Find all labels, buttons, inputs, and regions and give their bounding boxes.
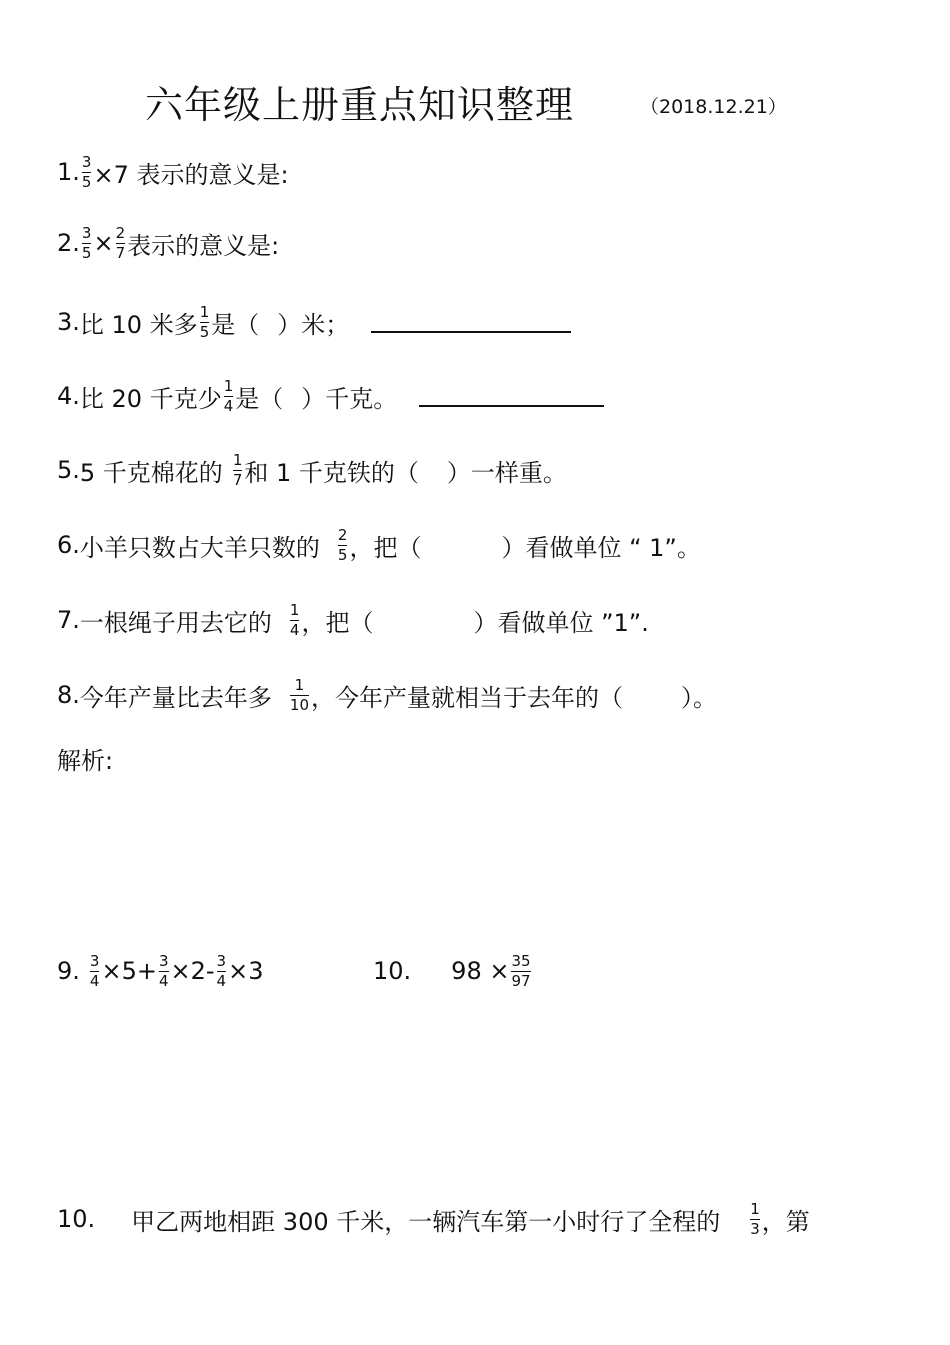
question-number: 8. (57, 681, 80, 709)
question-number: 1. (57, 158, 80, 186)
question-7: 7. 一根绳子用去它的 $\frac{1}{4}$ ，把（ ）看做单位 ”1”. (57, 600, 649, 639)
title-date: （2018.12.21） (640, 96, 787, 118)
question-number: 4. (57, 382, 80, 410)
fraction: $\frac{1}{5}$ (199, 302, 210, 341)
question-text: 表示的意义是: (127, 231, 280, 260)
question-10-word-problem: 10. 甲乙两地相距 300 千米，一辆汽车第一小时行了全程的 $\frac{1}{3}$ ，第 (57, 1199, 810, 1238)
fraction: $\frac{1}{10}$ (289, 675, 309, 714)
answer-line[interactable] (419, 385, 604, 407)
question-9: 9. $\frac{3}{4}$ ×5+ $\frac{3}{4}$ ×2- $\frac{3}{4}$ ×3 (57, 951, 264, 990)
fraction: $\frac{1}{4}$ (223, 376, 234, 415)
fraction: $\frac{3}{5}$ (81, 152, 92, 191)
fraction: $\frac{3}{4}$ (216, 951, 227, 990)
question-5: 5. 5 千克棉花的 $\frac{1}{7}$ 和 1 千克铁的（ ）一样重。 (57, 450, 567, 489)
analysis-label: 解析: (57, 746, 114, 775)
question-number: 5. (57, 456, 80, 484)
question-2 (57, 218, 279, 268)
question-text: ×7 表示的意义是: (93, 160, 289, 189)
question-8: 8. 今年产量比去年多 $\frac{1}{10}$ ，今年产量就相当于去年的（ ）。 (57, 675, 717, 714)
question-4: 4. 比 20 千克少 $\frac{1}{4}$ 是（ ）千克。 (57, 371, 604, 421)
fraction: $\frac{3}{4}$ (158, 951, 169, 990)
answer-line[interactable] (371, 311, 571, 333)
question-number: 10. (57, 1205, 96, 1233)
question-10-computation: 10. 98 × $\frac{35}{97}$ (373, 951, 531, 990)
question-3: 3. 比 10 米多 $\frac{1}{5}$ 是（ ）米； (57, 297, 571, 347)
fraction: $\frac{35}{97}$ (511, 951, 531, 990)
fraction: $\frac{1}{4}$ (289, 600, 300, 639)
question-6: 6. 小羊只数占大羊只数的 $\frac{2}{5}$ ，把（ ）看做单位 “ 1”。 (57, 525, 701, 564)
question-number: 7. (57, 606, 80, 634)
page-title: 六年级上册重点知识整理 (145, 83, 575, 127)
fraction: $\frac{2}{7}$ (115, 223, 126, 262)
question-number: 10. (373, 957, 412, 985)
fraction: $\frac{3}{4}$ (89, 951, 100, 990)
fraction: $\frac{2}{5}$ (337, 525, 348, 564)
question-number: 6. (57, 531, 80, 559)
fraction: $\frac{1}{7}$ (232, 450, 243, 489)
fraction: $\frac{1}{3}$ (750, 1199, 760, 1238)
question-number: 2. (57, 229, 80, 257)
fraction: $\frac{3}{5}$ (81, 223, 92, 262)
question-number: 3. (57, 308, 80, 336)
operator: × (93, 229, 114, 257)
question-1 (57, 147, 289, 197)
question-number: 9. (57, 957, 80, 985)
